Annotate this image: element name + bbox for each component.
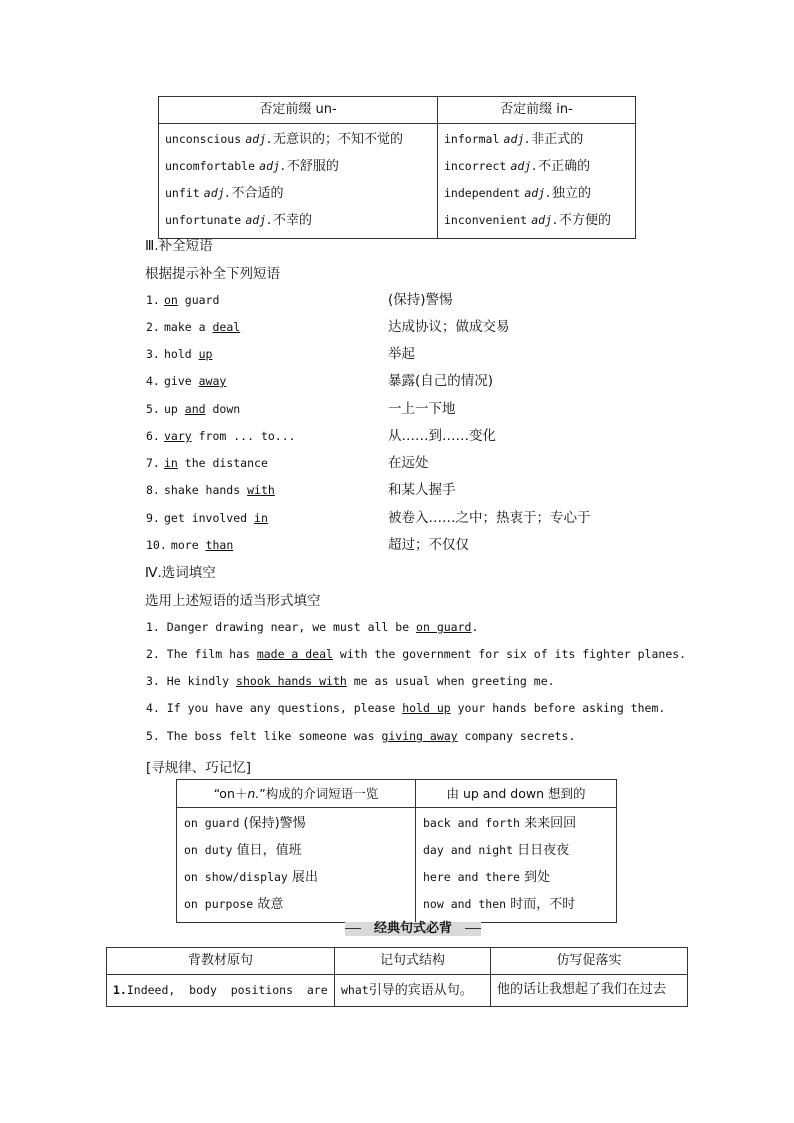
answer-blank: and <box>184 402 206 416</box>
answer-blank: vary <box>164 429 192 443</box>
fill-sentence: 5. The boss felt like someone was giving away company secrets. <box>146 729 576 743</box>
phrase-item: 1. on guard (保持)警惕 <box>146 292 453 308</box>
original-sentence-cell: 1.Indeed, body positions are <box>107 975 335 1007</box>
section3-title: Ⅲ.补全短语 <box>145 238 213 254</box>
phrase-item: 9. get involved in 被卷入……之中；热衷于；专心于 <box>146 510 591 526</box>
on-phrases-cell <box>177 808 416 923</box>
and-phrase-entry: now and then 时而，不时 <box>423 897 576 912</box>
answer-blank: shook hands with <box>236 674 347 688</box>
in-word-entry: inconvenient adj.不方便的 <box>444 213 611 228</box>
imitation-cell: 他的话让我想起了我们在过去 <box>491 975 688 1007</box>
fill-sentence: 4. If you have any questions, please hold up your hands before asking them. <box>146 701 666 715</box>
phrase-item: 5. up and down 一上一下地 <box>146 401 456 417</box>
answer-blank: made a deal <box>256 647 333 661</box>
un-word-entry: unfortunate adj.不幸的 <box>165 213 313 228</box>
answer-blank: up <box>198 347 213 361</box>
answer-blank: away <box>198 374 227 388</box>
on-phrase-entry: on guard (保持)警惕 <box>184 816 306 831</box>
prefix-header-in: 否定前缀 in- <box>438 97 636 124</box>
phrase-table <box>176 779 617 923</box>
section4-title: Ⅳ.选词填空 <box>145 565 216 581</box>
sentence-header-imitation: 仿写促落实 <box>491 948 688 975</box>
sentence-table <box>106 947 688 1007</box>
section-banner <box>345 920 481 938</box>
phrase-item: 4. give away 暴露(自己的情况) <box>146 373 494 389</box>
un-word-entry: uncomfortable adj.不舒服的 <box>165 159 339 174</box>
answer-blank: on <box>164 293 178 307</box>
fill-sentence: 2. The film has made a deal with the government for six of its fighter planes. <box>146 647 687 661</box>
memory-tip-label: [寻规律、巧记忆] <box>146 760 252 776</box>
in-words-cell <box>438 124 636 239</box>
phrase-item: 2. make a deal 达成协议；做成交易 <box>146 319 510 335</box>
answer-blank: giving away <box>381 729 458 743</box>
and-phrase-entry: day and night 日日夜夜 <box>423 843 570 858</box>
sentence-header-structure: 记句式结构 <box>335 948 491 975</box>
on-phrase-entry: on show/display 展出 <box>184 870 318 885</box>
fill-sentence: 1. Danger drawing near, we must all be on guard. <box>146 620 479 634</box>
structure-cell: what引导的宾语从句。 <box>335 975 491 1007</box>
in-word-entry: independent adj.独立的 <box>444 186 592 201</box>
on-phrase-entry: on purpose 故意 <box>184 897 284 912</box>
phrase-item: 10. more than 超过；不仅仅 <box>146 537 469 553</box>
phrase-item: 6. vary from ... to... 从……到……变化 <box>146 428 496 444</box>
phrase-header-left: “on＋n.”构成的介词短语一览 <box>177 780 416 808</box>
answer-blank: in <box>254 511 268 525</box>
on-phrase-entry: on duty 值日，值班 <box>184 843 302 858</box>
answer-blank: with <box>247 483 275 497</box>
answer-blank: on guard <box>416 620 472 634</box>
section3-instruction: 根据提示补全下列短语 <box>145 266 280 282</box>
answer-blank: than <box>205 538 234 552</box>
answer-blank: hold up <box>402 701 451 715</box>
un-words-cell <box>159 124 438 239</box>
phrase-header-right: 由 up and down 想到的 <box>416 780 617 808</box>
prefix-table <box>158 96 636 239</box>
and-phrase-entry: here and there 到处 <box>423 870 551 885</box>
un-word-entry: unfit adj.不合适的 <box>165 186 284 201</box>
answer-blank: in <box>164 456 178 470</box>
in-word-entry: informal adj.非正式的 <box>444 132 584 147</box>
and-phrase-entry: back and forth 来来回回 <box>423 816 577 831</box>
phrase-item: 3. hold up 举起 <box>146 346 415 362</box>
section4-instruction: 选用上述短语的适当形式填空 <box>145 593 321 609</box>
sentence-header-original: 背教材原句 <box>107 948 335 975</box>
prefix-header-un: 否定前缀 un- <box>159 97 438 124</box>
phrase-item: 7. in the distance 在远处 <box>146 455 429 471</box>
and-phrases-cell <box>416 808 617 923</box>
answer-blank: deal <box>212 320 241 334</box>
banner-title: 经典句式必背 <box>373 921 452 936</box>
phrase-item: 8. shake hands with 和某人握手 <box>146 482 456 498</box>
in-word-entry: incorrect adj.不正确的 <box>444 159 591 174</box>
fill-sentence: 3. He kindly shook hands with me as usual when greeting me. <box>146 674 555 688</box>
un-word-entry: unconscious adj.无意识的；不知不觉的 <box>165 132 404 147</box>
